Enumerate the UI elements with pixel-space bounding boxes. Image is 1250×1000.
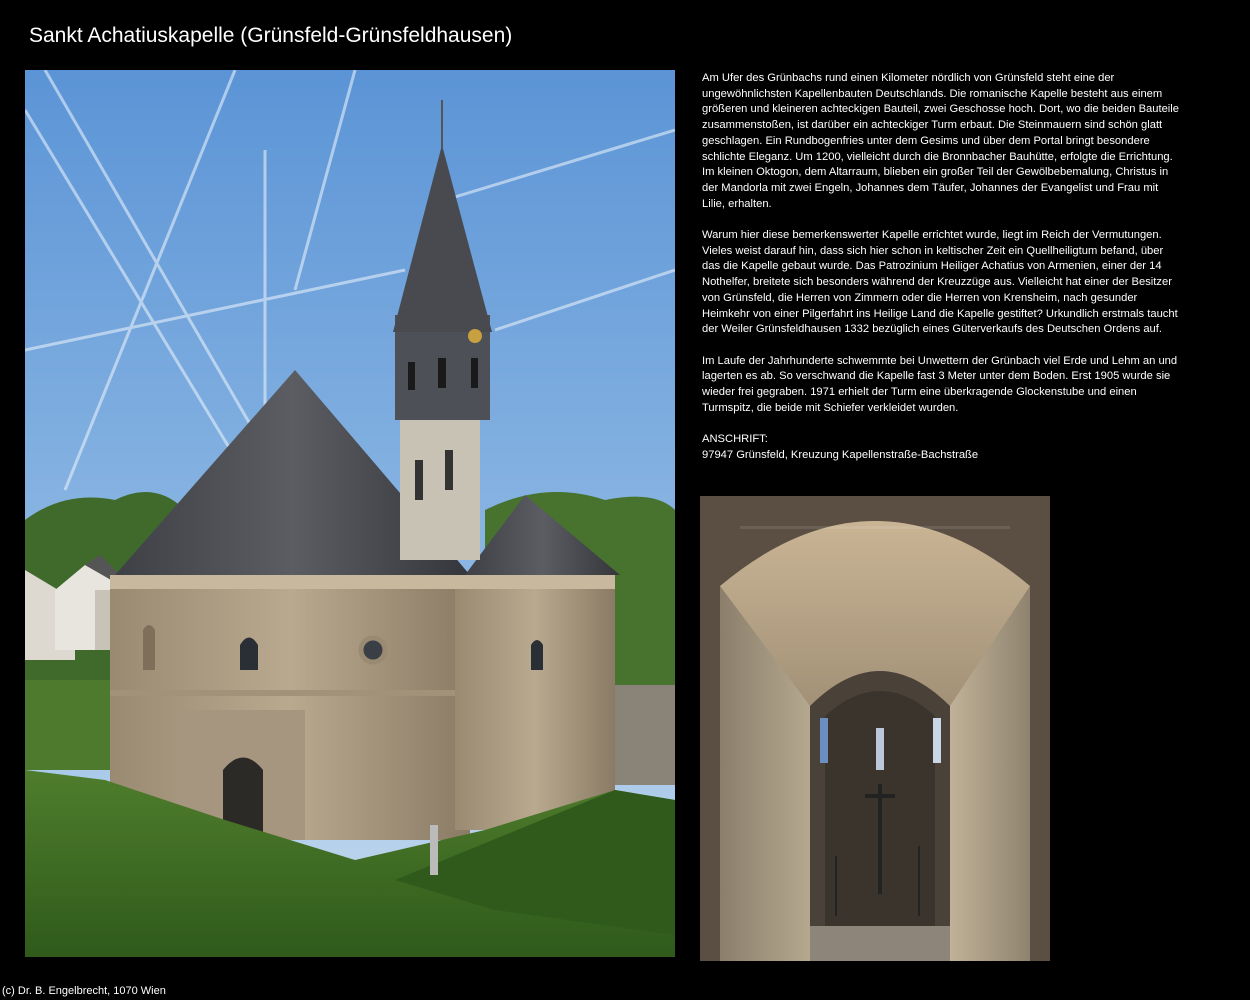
paragraph-1: Am Ufer des Grünbachs rund einen Kilometer nördlich von Grünsfeld steht eine der ungewöhnlichsten Kapellenbauten Deutschlands. Die romanische Kapelle besteht aus einem größeren und kleineren achteckigen Bauteil, zwei Geschosse hoch. Dort, wo die beiden Bauteile zusammenstoßen, ist darüber ein achteckiger Turm erbaut. Die Steinmauern sind schön glatt geschlagen. Ein Rundbogenfries unter dem Gesims und über dem Portal bringt besondere schlichte Eleganz. Um 1200, vielleicht durch die Bronnbacher Bauhütte, erfolgte die Errichtung. Im kleinen Oktogon, dem Altarraum, blieben ein großer Teil der Gewölbebemalung, Christus in der Mandorla mit zwei Engeln, Johannes dem Täufer, Johannes der Evangelist und Frau mit Lilie, erhalten. [702,72,1179,210]
address-label: ANSCHRIFT: [702,433,768,446]
church-exterior-photo[interactable] [25,70,675,957]
page-title: Sankt Achatiuskapelle (Grünsfeld-Grünsfeldhausen) [29,24,513,47]
church-interior-photo[interactable] [700,496,1050,961]
copyright-footer: (c) Dr. B. Engelbrecht, 1070 Wien [2,985,166,997]
paragraph-3: Im Laufe der Jahrhunderte schwemmte bei Unwettern der Grünbach viel Erde und Lehm an und lagerten es ab. So verschwand die Kapelle fast 3 Meter unter dem Boden. Erst 1905 wurde sie wieder frei gegraben. 1971 erhielt der Turm eine überkragende Glockenstube und einen Turmspitz, die beide mit Schiefer verkleidet wurden. [702,354,1178,414]
address-value: 97947 Grünsfeld, Kreuzung Kapellenstraße-Bachstraße [702,448,979,461]
paragraph-2: Warum hier diese bemerkenswerter Kapelle errichtet wurde, liegt im Reich der Vermutungen. Vieles weist darauf hin, dass sich hier schon in keltischer Zeit ein Quellheiligtum befand, über das die Kapelle gebaut wurde. Das Patrozinium Heiliger Achatius von Armenien, einer der 14 Nothelfer, breitete sich besonders während der Kreuzzüge aus. Vielleicht hat einer der Besitzer von Grünsfeld, die Herren von Zimmern oder die Herren von Krensheim, nach gesunder Heimkehr von einer Pilgerfahrt ins Heilige Land die Kapelle gestiftet? Urkundlich erstmals taucht der Weiler Grünsfeldhausen 1332 bezüglich eines Güterverkaufs des Deutschen Ordens auf. [702,229,1178,336]
description-text [702,71,1182,464]
